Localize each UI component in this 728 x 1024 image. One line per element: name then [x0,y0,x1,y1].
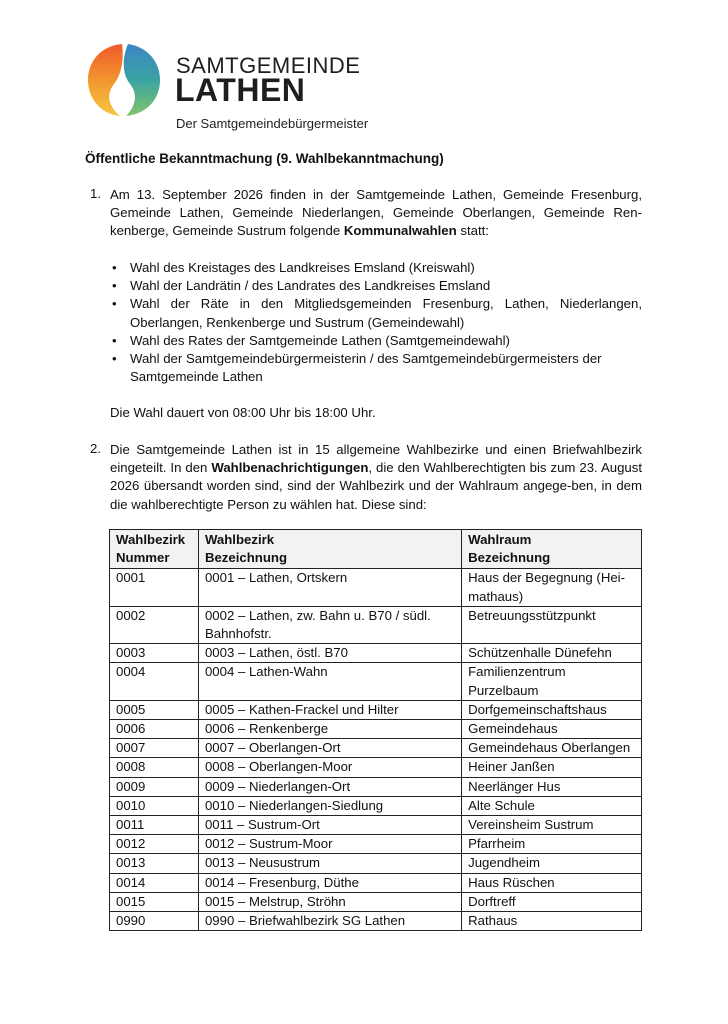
table-row [110,606,642,643]
district-name-cell: 0012 – Sustrum-Moor [198,835,461,854]
polling-place-cell: Neerlänger Hus [462,777,642,796]
column-header [110,530,199,569]
column-header-label: Bezeichnung [468,550,551,566]
election-list [110,259,642,386]
bullet-icon: • [112,278,117,294]
polling-place-cell: Alte Schule [462,796,642,815]
column-header-label: Nummer [116,550,170,566]
paragraph-text: , die den Wahlberechtigten bis zum 23. August 2026 übersandt worden sind, sind der Wahlbezirk und der Wahlraum angege-ben, in dem die wahlberechtigte Person zu wählen hat. Diese sind: [110,460,642,512]
column-header-label: Wahlbezirk [116,532,186,547]
table-row [110,816,642,835]
table-row [110,739,642,758]
polling-place-cell: Jugendheim [462,854,642,873]
district-number-cell: 0008 [110,758,199,777]
district-number-cell: 0014 [110,873,199,892]
district-number-cell: 0011 [110,816,199,835]
district-name-cell: 0015 – Melstrup, Ströhn [198,892,461,911]
polling-place-cell: Rathaus [462,912,642,931]
table-row [110,569,642,606]
list-item [110,350,642,386]
district-number-cell: 0006 [110,720,199,739]
district-name-cell: 0009 – Niederlangen-Ort [198,777,461,796]
polling-place-cell: Heiner Janßen [462,758,642,777]
district-name-cell: 0002 – Lathen, zw. Bahn u. B70 / südl. Bahnhofstr. [198,606,461,643]
list-item-text: Wahl der Räte in den Mitgliedsgemeinden Fresenburg, Lathen, Niederlangen, Oberlangen, Renkenberge und Sustrum (Gemeindewahl) [130,296,642,330]
column-header-label: Wahlraum [468,532,532,547]
bullet-icon: • [112,296,117,312]
list-item [110,295,642,331]
district-name-cell: 0004 – Lathen-Wahn [198,663,461,700]
table-row [110,644,642,663]
table-row [110,663,642,700]
emphasis-text: Wahlbenachrichtigungen [211,460,369,476]
table-row [110,758,642,777]
district-number-cell: 0003 [110,644,199,663]
page-title: Öffentliche Bekanntmachung (9. Wahlbekanntmachung) [85,151,444,166]
table-row [110,854,642,873]
samtgemeinde-logo-icon [86,42,162,118]
polling-place-cell: Schützenhalle Dünefehn [462,644,642,663]
table-row [110,700,642,719]
list-item [110,259,642,277]
table-body [110,569,642,931]
polling-place-cell: Familienzentrum Purzelbaum [462,663,642,700]
polling-place-cell: Gemeindehaus Oberlangen [462,739,642,758]
paragraph-text: Die Samtgemeinde Lathen ist in 15 allgemeine Wahlbezirke und einen Briefwahlbezirk eingeteilt. In den [110,442,642,476]
district-number-cell: 0990 [110,912,199,931]
polling-place-cell: Haus der Begegnung (Hei-mathaus) [462,569,642,606]
polling-place-cell: Dorftreff [462,892,642,911]
district-name-cell: 0013 – Neusustrum [198,854,461,873]
district-name-cell: 0005 – Kathen-Frackel und Hilter [198,700,461,719]
district-number-cell: 0013 [110,854,199,873]
district-number-cell: 0001 [110,569,199,606]
sender-line: Der Samtgemeindebürgermeister [176,116,369,131]
list-item [110,332,642,350]
table-row [110,835,642,854]
polling-place-cell: Haus Rüschen [462,873,642,892]
district-name-cell: 0006 – Renkenberge [198,720,461,739]
district-number-cell: 0010 [110,796,199,815]
column-header [462,530,642,569]
list-item-text: Wahl der Samtgemeindebürgermeisterin / des Samtgemeindebürgermeisters der Samtgemeinde Lathen [130,351,602,385]
table-row [110,796,642,815]
district-number-cell: 0007 [110,739,199,758]
district-name-cell: 0007 – Oberlangen-Ort [198,739,461,758]
bullet-icon: • [112,351,117,367]
table-row [110,777,642,796]
district-number-cell: 0005 [110,700,199,719]
brand-name-line2: LATHEN [175,72,306,108]
table-row [110,720,642,739]
election-duration: Die Wahl dauert von 08:00 Uhr bis 18:00 Uhr. [110,405,376,420]
district-number-cell: 0004 [110,663,199,700]
paragraph-text: Am 13. September 2026 finden in der Samtgemeinde Lathen, Gemeinde Fresenburg, Gemeinde Lathen, Gemeinde Niederlangen, Gemeinde Oberlangen, Gemeinde Ren-kenberge, Gemeinde Sustrum folgende [110,187,642,239]
list-item-text: Wahl der Landrätin / des Landrates des Landkreises Emsland [130,278,491,294]
bullet-icon: • [112,260,117,275]
section-number: 2. [90,441,101,456]
district-name-cell: 0011 – Sustrum-Ort [198,816,461,835]
district-number-cell: 0002 [110,606,199,643]
polling-place-cell: Pfarrheim [462,835,642,854]
district-name-cell: 0014 – Fresenburg, Düthe [198,873,461,892]
emphasis-text: Kommunalwahlen [343,223,457,239]
column-header [198,530,461,569]
brand-name-line1: SAMTGEMEINDE [176,53,361,78]
column-header-label: Wahlbezirk [204,532,275,547]
district-name-cell: 0990 – Briefwahlbezirk SG Lathen [198,912,461,931]
polling-district-table [109,529,642,931]
table-row [110,912,642,931]
table-header-row [110,530,642,569]
paragraph-text: statt: [456,223,489,239]
table-row [110,873,642,892]
polling-place-cell: Vereinsheim Sustrum [462,816,642,835]
bullet-icon: • [112,332,117,348]
district-name-cell: 0003 – Lathen, östl. B70 [198,644,461,663]
list-item-text: Wahl des Rates der Samtgemeinde Lathen (Samtgemeindewahl) [130,332,510,348]
district-number-cell: 0012 [110,835,199,854]
section1-paragraph [110,186,642,241]
polling-place-cell: Betreuungsstützpunkt [462,606,642,643]
table-row [110,892,642,911]
district-name-cell: 0010 – Niederlangen-Siedlung [198,796,461,815]
district-name-cell: 0008 – Oberlangen-Moor [198,758,461,777]
section-number: 1. [90,186,101,201]
polling-place-cell: Gemeindehaus [462,720,642,739]
list-item-text: Wahl des Kreistages des Landkreises Emsland (Kreiswahl) [130,260,475,275]
section2-paragraph [110,441,642,514]
polling-place-cell: Dorfgemeinschaftshaus [462,700,642,719]
district-number-cell: 0009 [110,777,199,796]
list-item [110,277,642,295]
column-header-label: Bezeichnung [204,550,288,566]
district-name-cell: 0001 – Lathen, Ortskern [198,569,461,606]
district-number-cell: 0015 [110,892,199,911]
